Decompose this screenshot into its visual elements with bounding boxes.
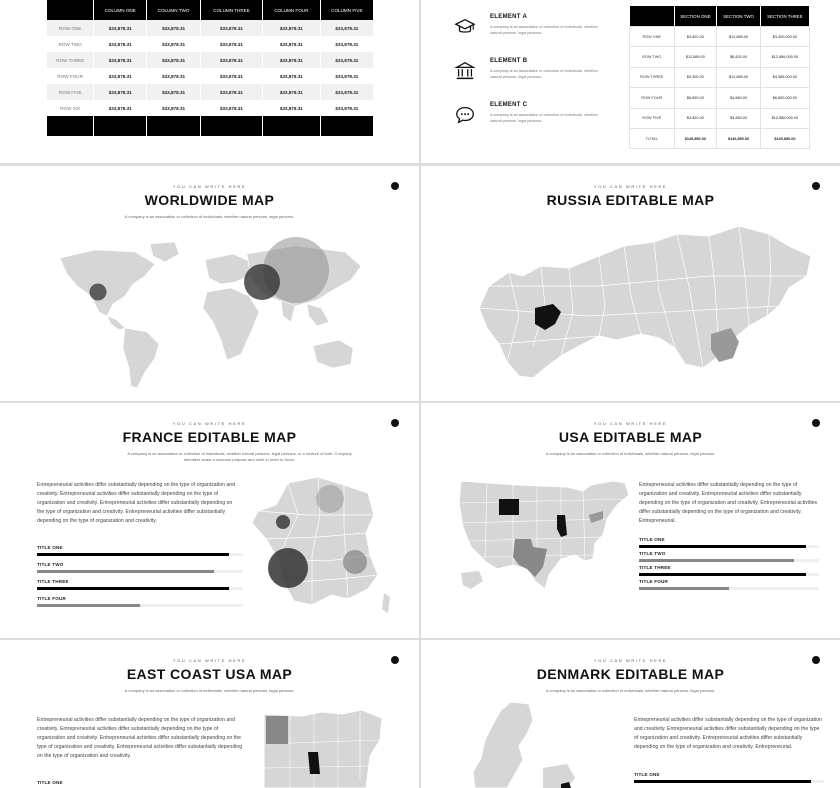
usa-outline	[459, 481, 629, 589]
table-cell: $33,878.31	[262, 68, 320, 84]
state-wyoming	[499, 499, 519, 515]
table-cell: $33,878.31	[262, 52, 320, 68]
row-label: ROW FIVE	[47, 84, 94, 100]
bar-fill	[37, 570, 214, 573]
table-cell: $33,878.31	[147, 84, 201, 100]
table-row	[630, 27, 810, 47]
bar-label: TITLE TWO	[639, 551, 666, 556]
table-cell: $33,878.31	[262, 100, 320, 116]
table-cell: $6,820.00	[717, 47, 761, 67]
progress-bars	[37, 545, 243, 613]
bank-icon	[454, 60, 476, 82]
slide-title: FRANCE EDITABLE MAP	[122, 429, 297, 445]
bar-fill	[634, 780, 811, 783]
row-label: ROW FIVE	[630, 108, 675, 128]
page-number-badge	[812, 419, 820, 427]
slide-title: EAST COAST USA MAP	[126, 666, 293, 682]
table-header-cell: COLUMN ONE	[94, 0, 147, 20]
table-cell: $3,300.00	[674, 67, 717, 87]
table-cell: $33,878.31	[262, 36, 320, 52]
kicker: YOU CAN WRITE HERE	[593, 421, 668, 426]
table-header-cell: SECTION ONE	[674, 6, 717, 27]
table-total-row	[630, 128, 810, 148]
bar-fill	[37, 553, 229, 556]
row-label: ROW FOUR	[47, 68, 94, 84]
bar-fill	[639, 559, 794, 562]
progress-row	[639, 537, 819, 551]
table-cell: $33,878.31	[320, 52, 373, 68]
table-footer-row	[47, 116, 374, 136]
row-label: ROW TWO	[630, 47, 675, 67]
slide-subtitle: A company is an association or collection of individuals, whether natural persons, legal persons.	[124, 214, 295, 219]
kicker: YOU CAN WRITE HERE	[593, 658, 668, 663]
table-cell: $33,878.31	[201, 100, 263, 116]
table-cell: $33,878.31	[201, 20, 263, 36]
table-header-cell: SECTION THREE	[760, 6, 809, 27]
table-cell: $33,878.31	[147, 20, 201, 36]
africa	[203, 288, 259, 360]
bar-label: TITLE ONE	[37, 545, 63, 550]
kicker: YOU CAN WRITE HERE	[593, 184, 668, 189]
page-number-badge	[391, 656, 399, 664]
element-description: A company is an association or collection of individuals, whether natural persons, legal persons.	[490, 69, 598, 79]
slide-title: DENMARK EDITABLE MAP	[536, 666, 725, 682]
table-header-row	[47, 0, 374, 20]
world-map	[55, 236, 365, 396]
body-paragraph: Entrepreneurial activities differ substantially depending on the type of organization and creativity. Entrepreneurial activities differ substantially depending on the type of organization and creativity. Entrepreneurial activities differ substantially depending on the type of organization and creativity. Entrepreneurial.	[634, 717, 822, 750]
table-cell: $12,889,000.00	[760, 47, 809, 67]
table-header-cell	[47, 0, 94, 20]
table-cell: $33,878.31	[147, 100, 201, 116]
bar-fill	[639, 545, 806, 548]
table-cell: $4,385,000.00	[760, 67, 809, 87]
element-b	[450, 58, 610, 98]
denmark-outline	[473, 702, 533, 788]
table-cell: $3,300,000.00	[760, 27, 809, 47]
row-label: ROW THREE	[47, 52, 94, 68]
table-cell: $33,878.31	[320, 100, 373, 116]
table-cell: $12,889.00	[717, 27, 761, 47]
table-cell: $33,878.31	[201, 52, 263, 68]
page-number-badge	[812, 182, 820, 190]
table-cell: $6,890.00	[674, 88, 717, 108]
page-number-badge	[812, 656, 820, 664]
table-row	[47, 68, 374, 84]
kicker: YOU CAN WRITE HERE	[172, 421, 247, 426]
east-coast-map	[262, 710, 387, 788]
table-row	[47, 36, 374, 52]
north-america	[60, 250, 155, 316]
table-row	[47, 84, 374, 100]
table-cell: $33,878.31	[201, 68, 263, 84]
row-label: TOTAL	[630, 128, 675, 148]
slide-table	[0, 0, 419, 163]
central-america	[107, 316, 125, 330]
table-row	[47, 100, 374, 116]
table-header-cell: SECTION TWO	[717, 6, 761, 27]
france-map	[248, 475, 393, 617]
table-row	[630, 47, 810, 67]
table-cell: $33,878.31	[201, 84, 263, 100]
state-indiana	[308, 752, 320, 774]
element-title: ELEMENT A	[490, 14, 528, 20]
slide-title: RUSSIA EDITABLE MAP	[546, 192, 715, 208]
row-label: ROW ONE	[630, 27, 675, 47]
slide-russia-map	[421, 166, 840, 401]
body-paragraph: Entrepreneurial activities differ substantially depending on the type of organization and creativity. Entrepreneurial activities differ substantially depending on the type of organization and creativity. Entrepreneurial activities differ substantially depending on the type of organization and creativity. Entrepreneurial activities differ substantially depending on the type of organization and creativity.	[37, 482, 236, 524]
slide-east-coast-map	[0, 640, 419, 788]
bubble-north-america	[90, 284, 107, 301]
corsica	[382, 593, 390, 613]
table-row	[630, 88, 810, 108]
bar-fill	[639, 587, 729, 590]
slide-elements-table	[421, 0, 840, 163]
table-cell: $33,878.31	[320, 68, 373, 84]
body-paragraph: Entrepreneurial activities differ substantially depending on the type of organization and creativity. Entrepreneurial activities differ substantially depending on the type of organization and creativity. Entrepreneurial activities differ substantially depending on the type of organization and creativity. Entrepreneurial activities differ substantially depending on the type of organization and creativity.	[37, 717, 243, 759]
bar-fill	[37, 587, 229, 590]
slide-subtitle: A company is an association or collection of individuals, whether natural persons, legal persons.	[545, 688, 716, 693]
bubble-east	[343, 550, 367, 574]
table-cell: $33,878.31	[147, 36, 201, 52]
table-row	[630, 108, 810, 128]
table-header-cell	[630, 6, 675, 27]
table-cell: $4,820.00	[674, 108, 717, 128]
table-header-cell: COLUMN FOUR	[262, 0, 320, 20]
element-title: ELEMENT C	[490, 102, 528, 108]
table-cell: $33,878.31	[320, 84, 373, 100]
table-header-cell: COLUMN THREE	[201, 0, 263, 20]
table-cell: $12,889.00	[674, 47, 717, 67]
chat-bubble-icon	[454, 104, 476, 126]
state-minnesota	[266, 716, 288, 744]
bar-label: TITLE FOUR	[639, 579, 669, 584]
table-cell: $12,889.00	[717, 67, 761, 87]
data-table	[47, 0, 374, 136]
europe	[205, 254, 251, 284]
bubble-west	[276, 515, 290, 529]
table-row	[47, 20, 374, 36]
progress-bars	[634, 772, 824, 788]
graduation-cap-icon	[454, 16, 476, 38]
table-cell: $33,878.31	[94, 36, 147, 52]
table-row	[630, 67, 810, 87]
kicker: YOU CAN WRITE HERE	[172, 658, 247, 663]
bubble-south	[268, 548, 308, 588]
russia-outline	[479, 226, 811, 378]
slide-usa-map	[421, 403, 840, 638]
bar-label: TITLE ONE	[639, 537, 665, 542]
slide-title: WORLDWIDE MAP	[144, 192, 275, 208]
progress-row	[37, 562, 243, 579]
kicker: YOU CAN WRITE HERE	[172, 184, 247, 189]
table-cell: $149,890.00	[760, 128, 809, 148]
progress-row	[37, 780, 243, 788]
australia	[313, 340, 353, 368]
zealand	[543, 764, 575, 788]
progress-row	[639, 579, 819, 593]
element-a	[450, 14, 610, 54]
element-c	[450, 102, 610, 142]
row-label: ROW ONE	[47, 20, 94, 36]
table-cell: $6,890,000.00	[760, 88, 809, 108]
progress-row	[37, 579, 243, 596]
bar-label: TITLE THREE	[37, 579, 69, 584]
row-label: ROW FOUR	[630, 88, 675, 108]
row-label: ROW SIX	[47, 100, 94, 116]
table-cell: $33,878.31	[147, 68, 201, 84]
bar-label: TITLE TWO	[37, 562, 64, 567]
slide-worldwide-map	[0, 166, 419, 401]
table-cell: $149,890.00	[674, 128, 717, 148]
slide-subtitle: A company is an association or collection of individuals, whether natural persons, legal persons.	[545, 451, 716, 456]
table-header-row	[630, 6, 810, 27]
bar-fill	[639, 573, 806, 576]
bar-label: TITLE ONE	[634, 772, 660, 777]
progress-bars	[37, 780, 243, 788]
row-label: ROW THREE	[630, 67, 675, 87]
usa-map	[457, 477, 637, 595]
slide-denmark-map	[421, 640, 840, 788]
bar-fill	[37, 604, 140, 607]
table-cell: $33,878.31	[262, 20, 320, 36]
table-cell: $33,878.31	[262, 84, 320, 100]
progress-row	[37, 545, 243, 562]
slide-france-map	[0, 403, 419, 638]
element-description: A company is an association or collection of individuals, whether natural persons, legal persons.	[490, 25, 598, 35]
alaska	[461, 571, 483, 589]
table-header-cell: COLUMN TWO	[147, 0, 201, 20]
table-cell: $3,860.00	[717, 108, 761, 128]
bar-label: TITLE ONE	[37, 780, 63, 785]
bar-label: TITLE THREE	[639, 565, 671, 570]
table-cell: $33,878.31	[94, 52, 147, 68]
south-america	[123, 328, 159, 388]
table-cell: $12,889,000.00	[760, 108, 809, 128]
slide-subtitle: A company is an association or collection of individuals, whether natural persons, legal persons.	[124, 688, 295, 693]
table-cell: $33,878.31	[94, 20, 147, 36]
greenland	[150, 242, 179, 262]
table-cell: $33,878.31	[320, 20, 373, 36]
slide-title: USA EDITABLE MAP	[558, 429, 703, 445]
denmark-map	[471, 700, 591, 788]
page-number-badge	[391, 419, 399, 427]
table-row	[47, 52, 374, 68]
table-cell: $4,820.00	[674, 27, 717, 47]
body-paragraph: Entrepreneurial activities differ substantially depending on the type of organization and creativity. Entrepreneurial activities differ substantially depending on the type of organization and creativity. Entrepreneurial activities differ substantially depending on the type of organization and creativity. Entrepreneurial.	[639, 482, 818, 524]
bubble-paris	[316, 485, 344, 513]
progress-bars	[639, 537, 819, 593]
table-header-cell: COLUMN FIVE	[320, 0, 373, 20]
bar-label: TITLE FOUR	[37, 596, 67, 601]
table-cell: $33,878.31	[94, 100, 147, 116]
table-cell: $33,878.31	[320, 36, 373, 52]
southeast-asia	[307, 304, 329, 326]
table-cell: $149,890.00	[717, 128, 761, 148]
element-title: ELEMENT B	[490, 58, 528, 64]
table-cell: $33,878.31	[147, 52, 201, 68]
table-cell: $33,878.31	[201, 36, 263, 52]
element-description: A company is an association or collection of individuals, whether natural persons, legal persons.	[490, 113, 598, 123]
page-number-badge	[391, 182, 399, 190]
row-label: ROW TWO	[47, 36, 94, 52]
progress-row	[639, 565, 819, 579]
bubble-europe	[244, 264, 280, 300]
table-cell: $33,878.31	[94, 84, 147, 100]
progress-row	[634, 772, 824, 788]
progress-row	[37, 596, 243, 613]
progress-row	[639, 551, 819, 565]
russia-map	[449, 216, 819, 396]
section-table	[629, 6, 810, 149]
slide-subtitle: A company is an association or collection of individuals, whether natural persons, legal persons, or a mixture of both. Company members share a common purpose and unite in order to focus.	[127, 451, 352, 462]
table-cell: $4,860.00	[717, 88, 761, 108]
table-cell: $33,878.31	[94, 68, 147, 84]
